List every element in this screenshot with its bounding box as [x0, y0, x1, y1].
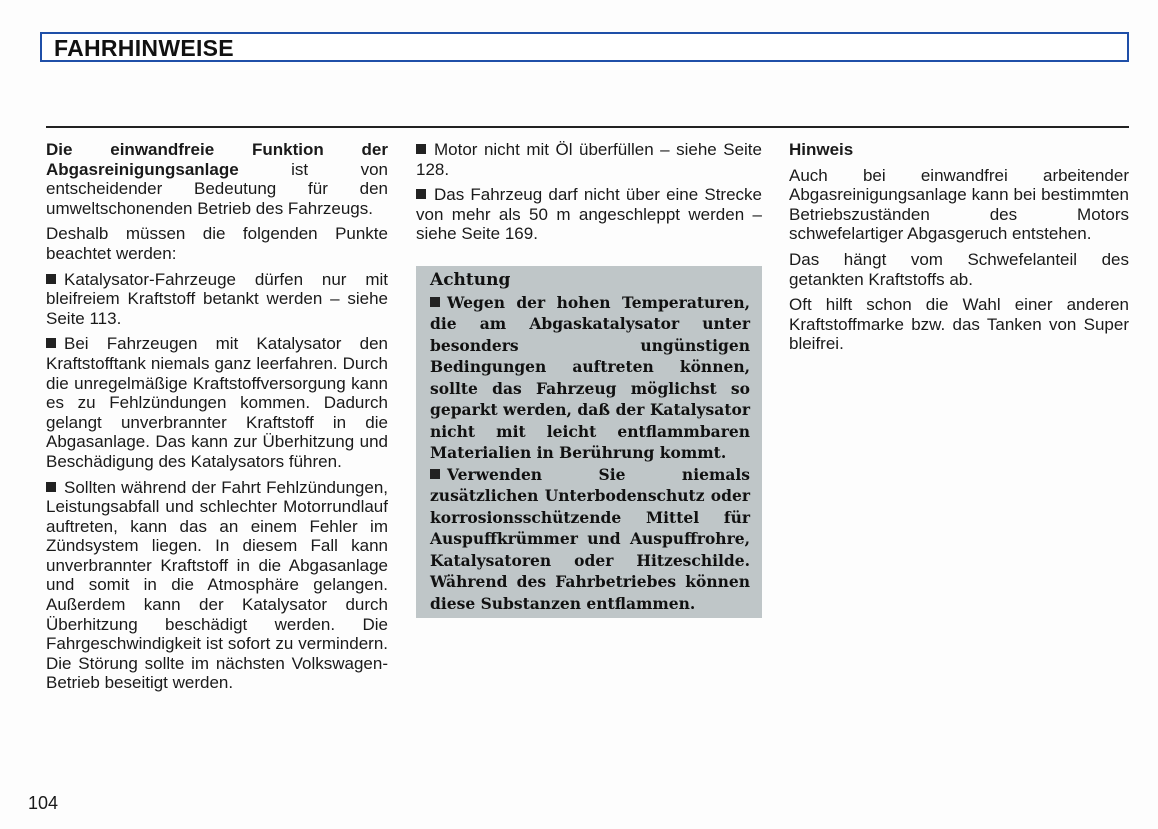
- bullet-square-icon: [416, 144, 426, 154]
- list-item: [416, 140, 762, 179]
- bullet-square-icon: [46, 482, 56, 492]
- heading-continuation: ist von entscheidender Bedeutung für den umweltschonenden Betrieb des Fahrzeugs.: [46, 159, 388, 218]
- note-title: Hinweis: [789, 140, 854, 159]
- list-item-text: Bei Fahrzeugen mit Katalysator den Kraftstofftank niemals ganz leerfahren. Durch die unregelmäßige Kraftstoffversorgung kann es zu Fehlzündungen kommen. Dadurch gelangt unverbrannter Kraftstoff in die Abgasanlage. Das kann zur Überhitzung und Beschädigung des Katalysators führen.: [46, 334, 388, 471]
- note-paragraph: Oft hilft schon die Wahl einer anderen Kraftstoffmarke bzw. das Tanken von Super bleifrei.: [789, 295, 1129, 354]
- bullet-square-icon: [430, 297, 440, 307]
- bullet-square-icon: [46, 338, 56, 348]
- note-paragraph: Auch bei einwandfrei arbeitender Abgasreinigungsanlage kann bei bestimmten Betriebszuständen des Motors schwefelartiger Abgasgeruch entstehen.: [789, 165, 1129, 244]
- paragraph-heading: Die einwandfreie Funktion der Abgasreinigungsanlage: [46, 140, 388, 179]
- section-header: [40, 32, 1129, 62]
- list-item-text: Sollten während der Fahrt Fehlzündungen, Leistungsabfall und schlechter Motorrundlauf auftreten, kann das an einem Fehler im Zündsystem liegen. In diesem Fall kann unverbrannter Kraftstoff in die Abgasanlage und somit in die Atmosphäre gelangen. Außerdem kann der Katalysator durch Überhitzung beschädigt werden. Die Fahrgeschwindigkeit ist sofort zu vermindern. Die Störung sollte im nächsten Volkswagen-Betrieb beseitigt werden.: [46, 477, 388, 693]
- left-column: [46, 140, 388, 699]
- warning-item-text: Verwenden Sie niemals zusätzlichen Unterbodenschutz oder korrosionsschützende Mittel für Auspuffkrümmer und Auspuffrohre, Katalysatoren oder Hitzeschilde. Während des Fahrbetriebes können diese Substanzen entflammen.: [430, 464, 750, 613]
- header-rule: [46, 126, 1129, 128]
- list-item-text: Motor nicht mit Öl überfüllen – siehe Seite 128.: [416, 140, 762, 179]
- page-number: 104: [28, 793, 59, 813]
- list-item: [46, 478, 388, 694]
- note-paragraph: Das hängt vom Schwefelanteil des getankten Kraftstoffs ab.: [789, 249, 1129, 289]
- section-title: FAHRHINWEISE: [54, 35, 234, 61]
- bullet-square-icon: [430, 469, 440, 479]
- list-item: [416, 185, 762, 244]
- warning-item: [430, 464, 750, 615]
- warning-item-text: Wegen der hohen Temperaturen, die am Abgaskatalysator unter besonders ungünstigen Bedingungen auftreten können, sollte das Fahrzeug möglichst so geparkt werden, daß der Katalysator nicht mit leicht entflammbaren Materialien in Berührung kommt.: [430, 292, 750, 462]
- list-item: [46, 334, 388, 471]
- bullet-square-icon: [416, 189, 426, 199]
- list-item: [46, 270, 388, 329]
- warning-box: [416, 266, 762, 618]
- list-item-text: Katalysator-Fahrzeuge dürfen nur mit bleifreiem Kraftstoff betankt werden – siehe Seite 113.: [46, 269, 388, 328]
- intro-text: Deshalb müssen die folgenden Punkte beachtet werden:: [46, 224, 388, 263]
- warning-item: [430, 292, 750, 464]
- right-column: [789, 140, 1129, 360]
- middle-column: [416, 140, 762, 250]
- bullet-square-icon: [46, 274, 56, 284]
- intro-paragraph: [46, 140, 388, 218]
- warning-title: Achtung: [430, 270, 511, 290]
- list-item-text: Das Fahrzeug darf nicht über eine Strecke von mehr als 50 m angeschleppt werden – siehe Seite 169.: [416, 185, 762, 244]
